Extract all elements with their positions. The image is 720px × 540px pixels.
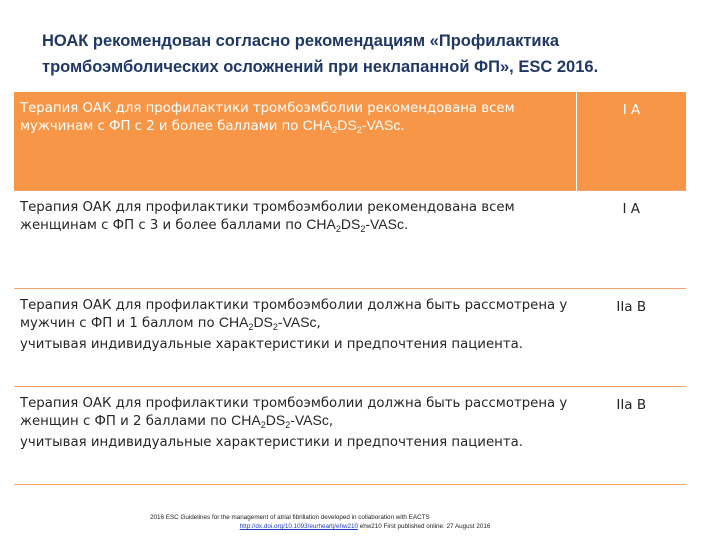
score-part: CHA xyxy=(302,117,333,133)
score-part: -VASc xyxy=(361,117,401,133)
score-part: 2 xyxy=(285,419,291,430)
reference-footnote xyxy=(120,513,610,531)
doi-link[interactable]: http://dx.doi.org/10.1093/eurheartj/ehw210 xyxy=(239,523,358,530)
score-name xyxy=(219,314,317,330)
score-part: 2 xyxy=(356,125,362,135)
recommendation-text xyxy=(14,288,577,386)
score-part: 2 xyxy=(335,223,341,234)
score-part: DS xyxy=(340,215,361,232)
reference-line-2 xyxy=(120,522,610,531)
table-row xyxy=(14,288,686,386)
evidence-level: IIa B xyxy=(577,288,687,386)
recommendation-text xyxy=(14,92,577,190)
score-part: CHA xyxy=(218,313,249,330)
score-part: -VASc xyxy=(290,411,329,428)
score-part: DS xyxy=(337,117,357,133)
score-part: DS xyxy=(265,411,286,428)
recommendation-punct: . xyxy=(403,217,409,233)
evidence-level: IIa B xyxy=(577,386,687,484)
publication-date: ehw210 First published online: 27 August 2016 xyxy=(358,523,491,530)
recommendation-condition: учитывая индивидуальные характеристики и предпочтения пациента. xyxy=(20,434,523,450)
score-name xyxy=(306,216,404,232)
score-part: 2 xyxy=(332,125,338,135)
recommendation-punct: , xyxy=(316,315,321,331)
recommendation-punct: . xyxy=(400,119,405,134)
score-part: 2 xyxy=(272,321,278,332)
score-name xyxy=(231,412,329,428)
recommendation-condition: учитывая индивидуальные характеристики и предпочтения пациента. xyxy=(20,336,523,352)
score-part: -VASc xyxy=(277,313,317,330)
recommendations-table xyxy=(14,92,686,485)
evidence-level: I A xyxy=(577,190,687,288)
score-part: CHA xyxy=(231,411,261,428)
table-row xyxy=(14,386,686,484)
evidence-level: I A xyxy=(577,92,687,190)
recommendation-body: Терапия ОАК для профилактики тромбоэмболии должна быть рассмотрена у мужчин с ФП и 1 баллом по xyxy=(20,297,568,331)
table-row xyxy=(14,190,686,288)
score-part: DS xyxy=(253,313,273,330)
score-part: 2 xyxy=(260,419,266,430)
score-part: 2 xyxy=(248,321,254,332)
reference-citation: 2016 ESC Guidelines for the management of atrial fibrillation developed in collaboration with EACTS xyxy=(150,514,430,521)
recommendation-body: Терапия ОАК для профилактики тромбоэмболии рекомендована всем мужчинам с ФП с 2 и более баллами по xyxy=(20,101,515,134)
slide-title: НОАК рекомендован согласно рекомендациям «Профилактика тромбоэмболических осложнений при неклапанной ФП», ESC 2016. xyxy=(42,32,599,76)
recommendation-body: Терапия ОАК для профилактики тромбоэмболии рекомендована всем женщинам с ФП с 3 и более баллами по xyxy=(20,199,515,233)
table-row xyxy=(14,92,686,190)
score-part: -VASc xyxy=(365,215,404,232)
score-name xyxy=(303,117,401,133)
recommendation-body: Терапия ОАК для профилактики тромбоэмболии должна быть рассмотрена у женщин с ФП и 2 баллами по xyxy=(20,395,568,429)
score-part: CHA xyxy=(306,215,336,232)
recommendation-punct: , xyxy=(328,413,334,429)
recommendation-text xyxy=(14,386,577,484)
score-part: 2 xyxy=(360,223,366,234)
recommendation-text xyxy=(14,190,577,288)
